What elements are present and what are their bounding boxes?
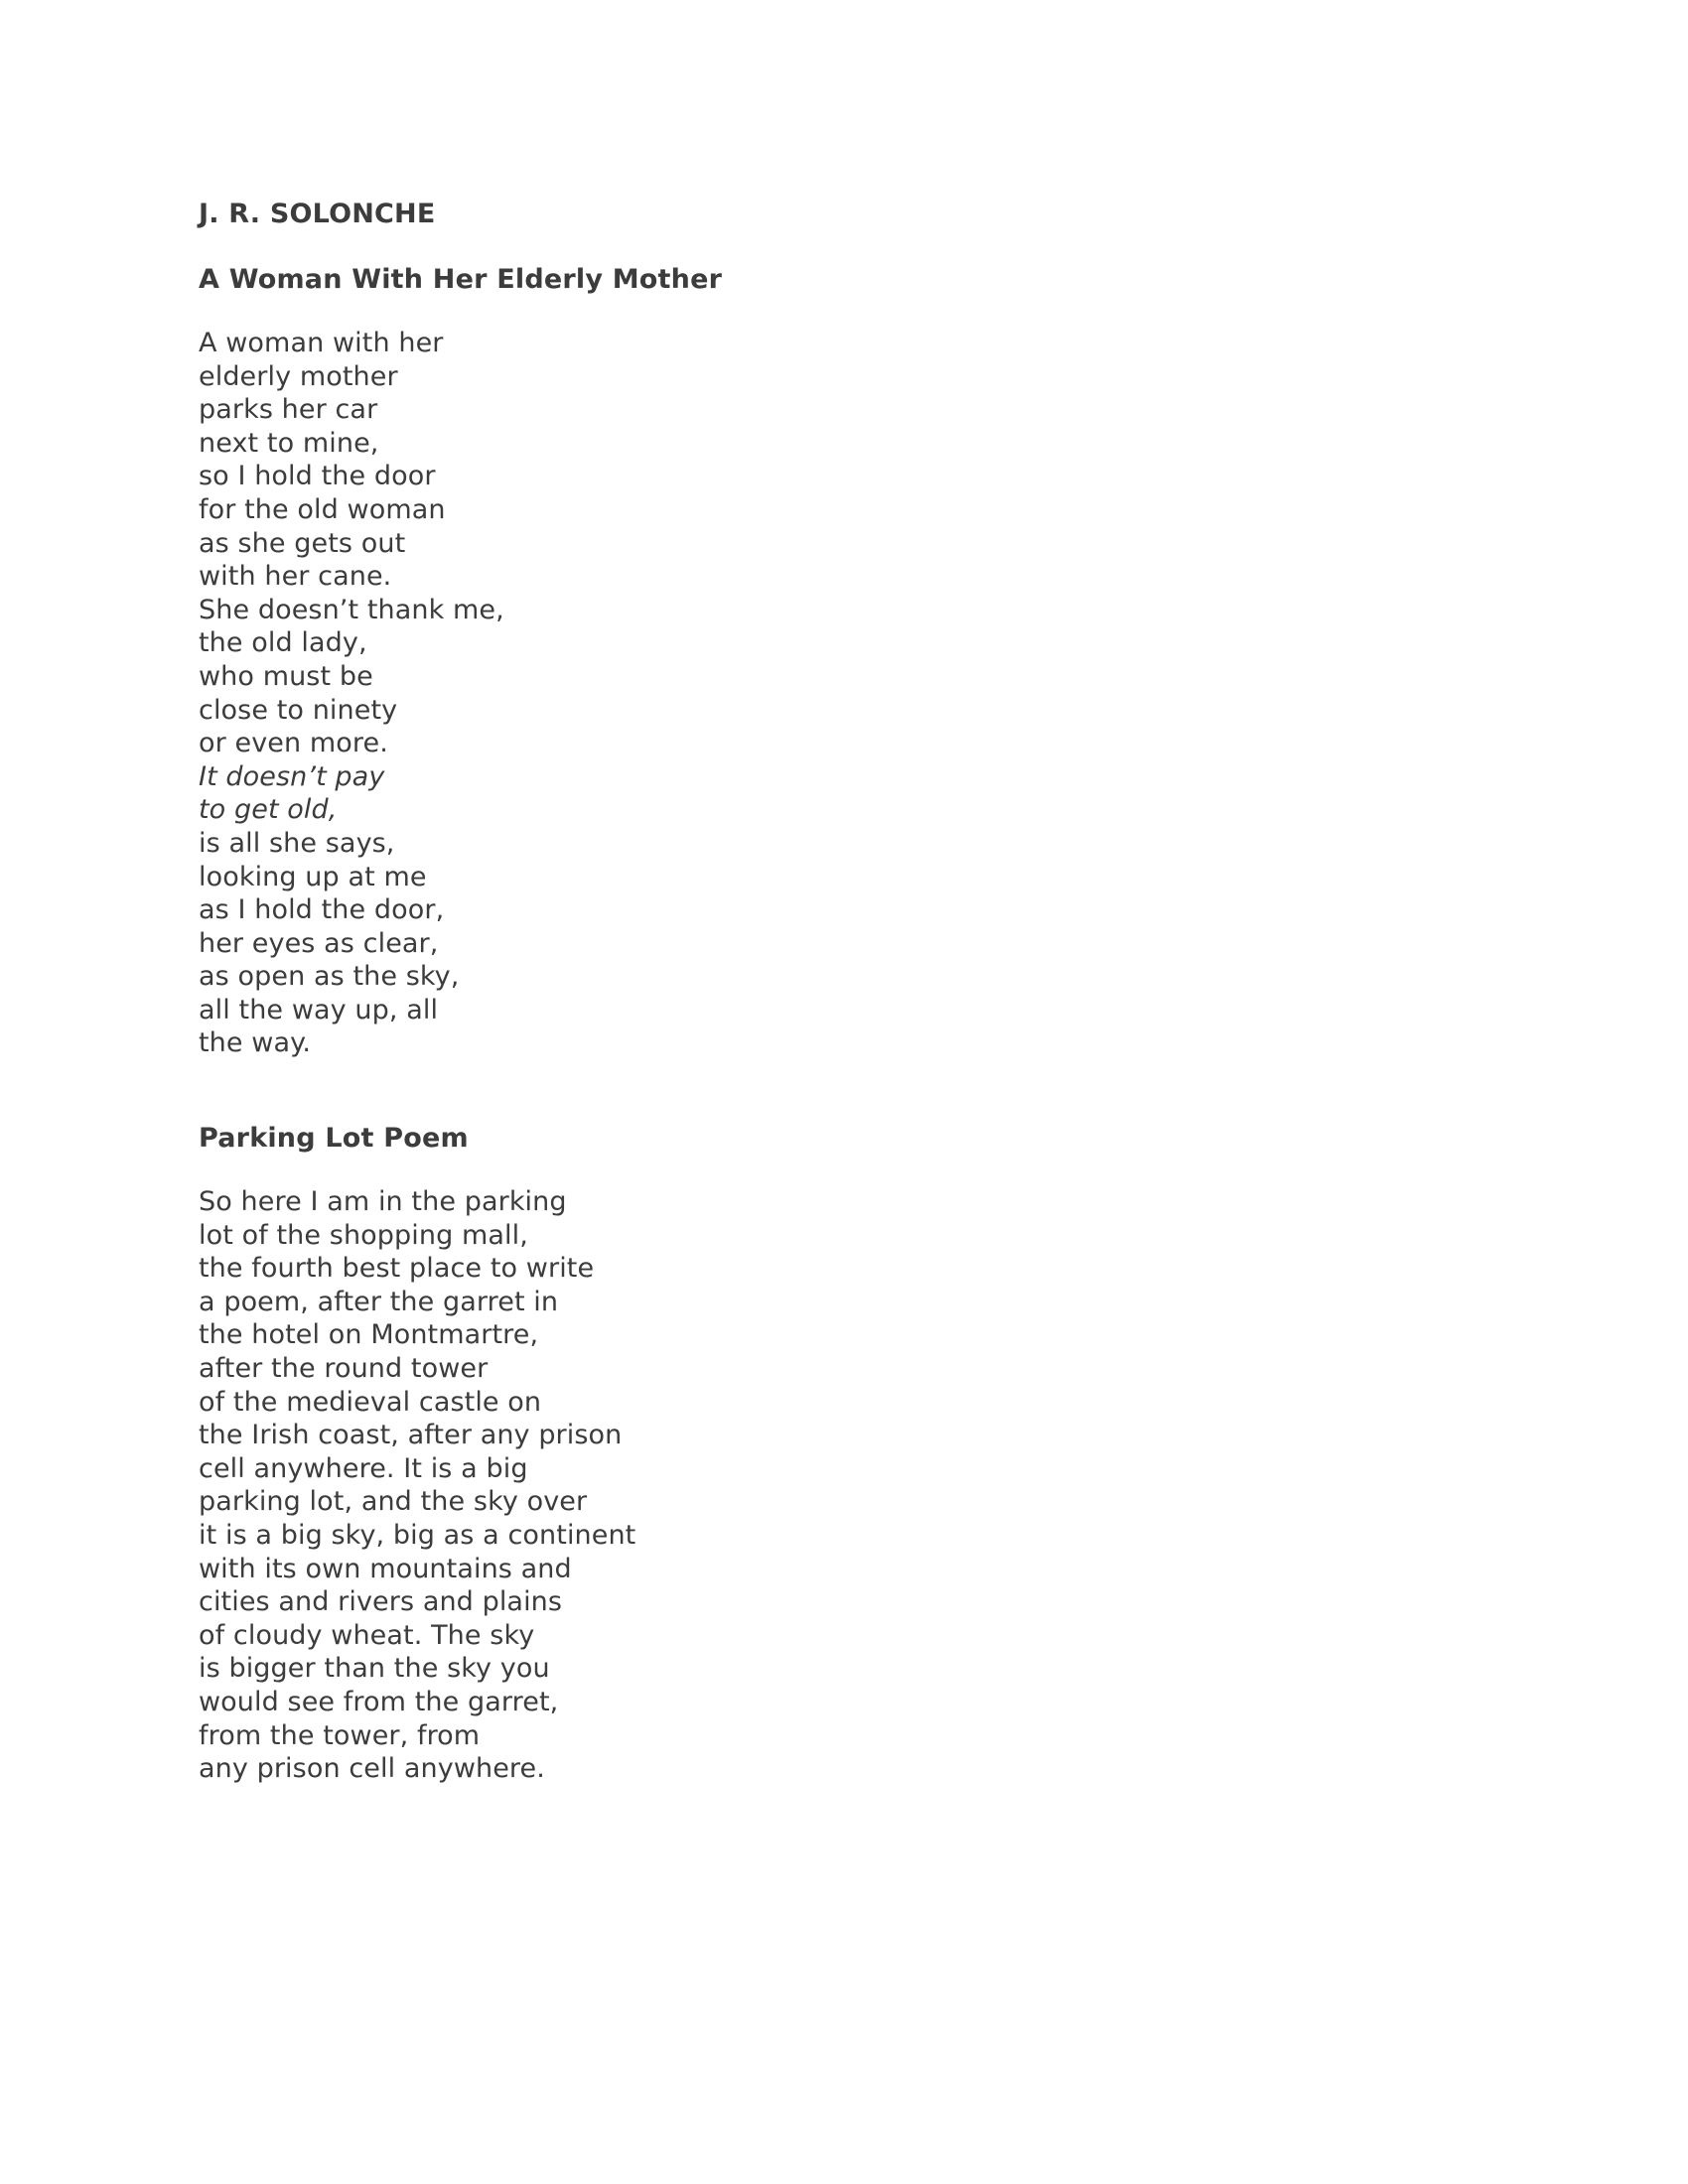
poem-line: is all she says, [199, 827, 395, 859]
poem-line: after the round tower [199, 1353, 489, 1385]
author-name: J. R. SOLONCHE [199, 199, 436, 229]
poem-line: from the tower, from [199, 1719, 481, 1751]
poem-title-parking-lot-poem: Parking Lot Poem [199, 1123, 469, 1155]
poem-line: would see from the garret, [199, 1686, 559, 1717]
poem-line: any prison cell anywhere. [199, 1753, 545, 1785]
poem-line: as open as the sky, [199, 961, 460, 993]
poem-line: with her cane. [199, 561, 392, 593]
poem-line: as she gets out [199, 527, 406, 559]
poem-line: or even more. [199, 728, 388, 759]
poem-body [199, 1185, 1489, 1786]
poem-line: parking lot, and the sky over [199, 1486, 588, 1518]
poem-line: elderly mother [199, 360, 398, 392]
poem-line: the hotel on Montmartre, [199, 1319, 539, 1351]
poem-line: the way. [199, 1027, 312, 1059]
poem-line: all the way up, all [199, 994, 439, 1025]
poem-line: with its own mountains and [199, 1553, 572, 1584]
poem-line: cities and rivers and plains [199, 1586, 563, 1618]
poem-line: so I hold the door [199, 461, 436, 492]
poem-line: It doesn’t pay [199, 760, 385, 792]
poem-line: the Irish coast, after any prison [199, 1420, 623, 1451]
page-content [199, 195, 1489, 1786]
poem-line: a poem, after the garret in [199, 1286, 559, 1317]
poem-title-woman-with-elderly-mother: A Woman With Her Elderly Mother [199, 264, 723, 295]
poem-line: A woman with her [199, 328, 444, 358]
poem-line: parks her car [199, 394, 378, 426]
poem-line: as I hold the door, [199, 894, 445, 926]
poem-line: cell anywhere. It is a big [199, 1452, 528, 1484]
poem-line: of the medieval castle on [199, 1386, 542, 1418]
poem-body [199, 327, 1489, 1060]
poem-line: the old lady, [199, 627, 367, 659]
poem-line: is bigger than the sky you [199, 1653, 550, 1685]
poem-line: lot of the shopping mall, [199, 1219, 528, 1251]
poem-line: of cloudy wheat. The sky [199, 1619, 535, 1651]
poem-line: the fourth best place to write [199, 1253, 595, 1285]
poem-line: So here I am in the parking [199, 1186, 567, 1218]
poem-line: looking up at me [199, 861, 427, 892]
poem-line: it is a big sky, big as a continent [199, 1520, 636, 1551]
poem-line: for the old woman [199, 493, 446, 525]
poem-line: to get old, [199, 794, 338, 826]
poem-line: her eyes as clear, [199, 927, 439, 959]
poem-line: next to mine, [199, 427, 379, 459]
poem-line: who must be [199, 660, 373, 692]
poem-line: She doesn’t thank me, [199, 594, 504, 625]
poem-line: close to ninety [199, 694, 398, 726]
